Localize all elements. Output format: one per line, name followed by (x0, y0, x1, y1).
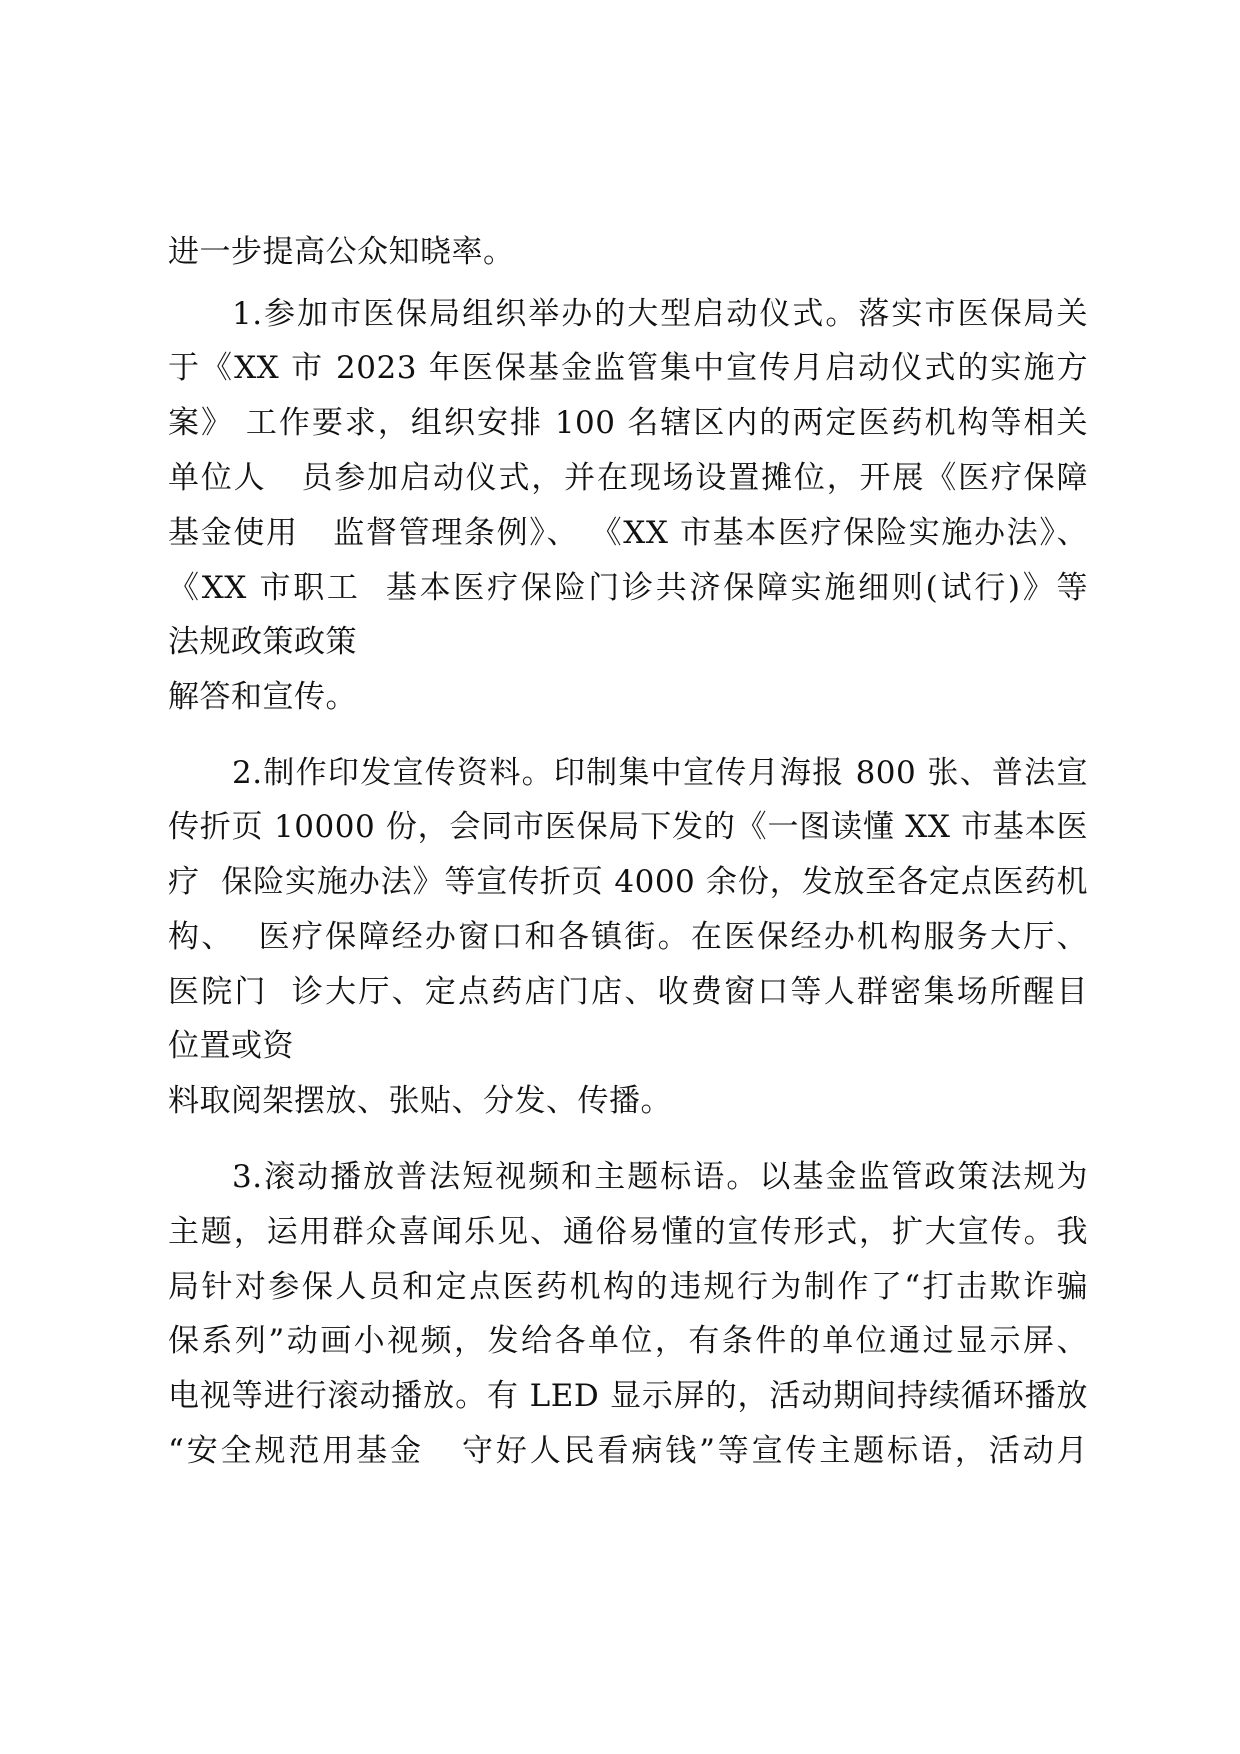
paragraph-3-line: 保系列”动画小视频，发给各单位，有条件的单位通过显示屏、 (168, 1323, 1088, 1359)
paragraph-3-line: 电视等进行滚动播放。有 LED 显示屏的，活动期间持续循环播放 (168, 1378, 1088, 1414)
paragraph-2-line: 医院门 诊大厅、定点药店门店、收费窗口等人群密集场所醒目 (168, 974, 1088, 1010)
paragraph-2-line: 传折页 10000 份，会同市医保局下发的《一图读懂 XX 市基本医 (168, 809, 1088, 845)
paragraph-3-line: 局针对参保人员和定点医药机构的违规行为制作了“打击欺诈骗 (168, 1269, 1088, 1305)
paragraph-2-line: 料取阅架摆放、张贴、分发、传播。 (168, 1083, 672, 1119)
paragraph-3-line: “安全规范用基金 守好人民看病钱”等宣传主题标语，活动月 (168, 1433, 1088, 1469)
paragraph-1-line: 基金使用 监督管理条例》、 《XX 市基本医疗保险实施办法》、 (168, 515, 1088, 551)
paragraph-1-line: 于《XX 市 2023 年医保基金监管集中宣传月启动仪式的实施方 (168, 350, 1088, 386)
paragraph-1-line: 案》 工作要求，组织安排 100 名辖区内的两定医药机构等相关 (168, 405, 1088, 441)
paragraph-1-line: 解答和宣传。 (168, 679, 357, 715)
paragraph-1-line: 法规政策政策 (168, 624, 357, 660)
text-line: 进一步提高公众知晓率。 (168, 234, 515, 270)
paragraph-1-line: 单位人 员参加启动仪式，并在现场设置摊位，开展《医疗保障 (168, 460, 1088, 496)
paragraph-3-line: 3.滚动播放普法短视频和主题标语。以基金监管政策法规为 (232, 1159, 1088, 1195)
paragraph-1-line: 《XX 市职工 基本医疗保险门诊共济保障实施细则(试行)》等 (168, 570, 1088, 606)
paragraph-2-line: 2.制作印发宣传资料。印制集中宣传月海报 800 张、普法宣 (232, 755, 1088, 791)
paragraph-1-line: 1.参加市医保局组织举办的大型启动仪式。落实市医保局关 (232, 296, 1088, 332)
paragraph-2-line: 构、 医疗保障经办窗口和各镇街。在医保经办机构服务大厅、 (168, 919, 1088, 955)
paragraph-3-line: 主题，运用群众喜闻乐见、通俗易懂的宣传形式，扩大宣传。我 (168, 1214, 1088, 1250)
paragraph-2-line: 疗 保险实施办法》等宣传折页 4000 余份，发放至各定点医药机 (168, 864, 1088, 900)
paragraph-2-line: 位置或资 (168, 1028, 294, 1064)
